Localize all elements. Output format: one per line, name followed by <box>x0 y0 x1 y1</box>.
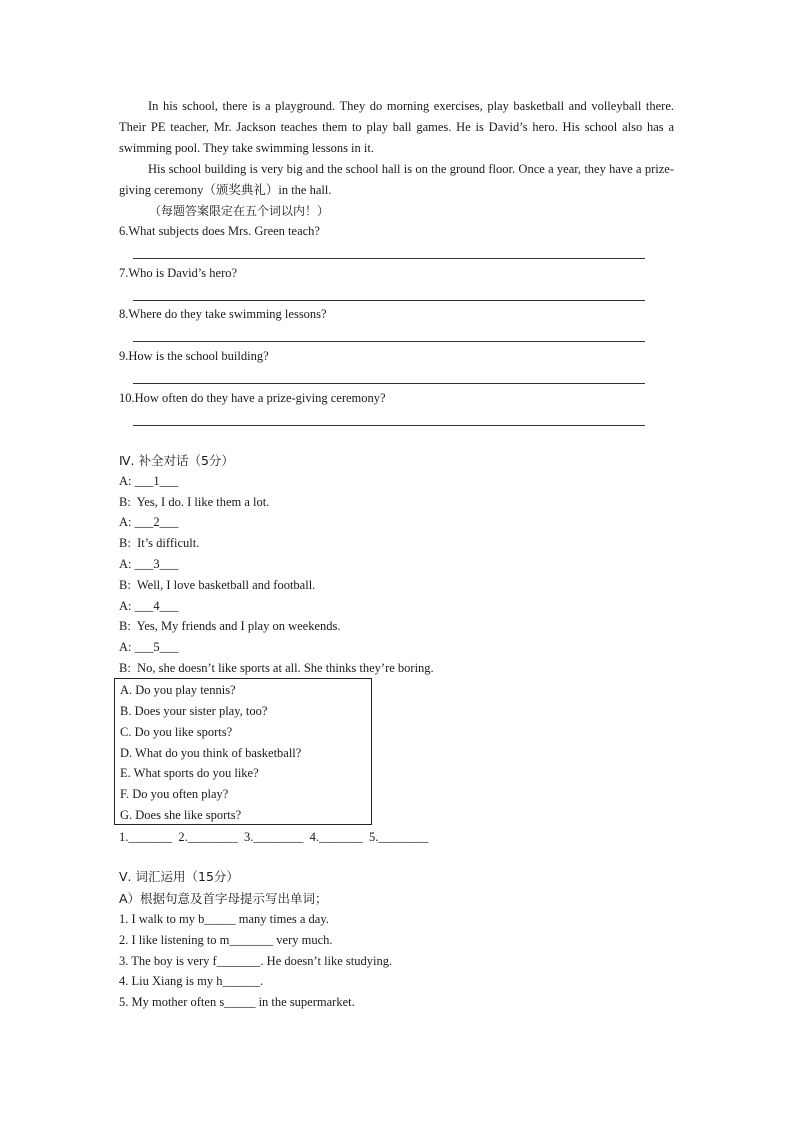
dialogue-blank-5[interactable]: ___5___ <box>134 640 179 654</box>
answer-blanks[interactable]: 1._______ 2.________ 3.________ 4._______ 5.________ <box>119 830 429 844</box>
speaker-label: A: <box>119 640 132 654</box>
dialogue-line <box>119 495 269 510</box>
speaker-label: B: <box>119 661 131 675</box>
dialogue-line <box>119 661 434 676</box>
vocab-item-5[interactable]: 5. My mother often s_____ in the supermarket. <box>119 995 355 1009</box>
question-7: 7.Who is David’s hero? <box>119 266 238 280</box>
dialogue-text: Yes, I do. I like them a lot. <box>136 495 270 509</box>
speaker-label: A: <box>119 599 132 613</box>
answer-line-10[interactable] <box>133 425 645 426</box>
vocab-item-3[interactable]: 3. The boy is very f_______. He doesn’t like studying. <box>119 954 393 968</box>
dialogue-text: Yes, My friends and I play on weekends. <box>136 619 341 633</box>
dialogue-blank-3[interactable]: ___3___ <box>134 557 179 571</box>
dialogue-line <box>119 619 341 634</box>
dialogue-line <box>119 515 178 530</box>
vocab-item-4[interactable]: 4. Liu Xiang is my h______. <box>119 974 264 988</box>
question-6: 6.What subjects does Mrs. Green teach? <box>119 224 320 238</box>
dialogue-text: Well, I love basketball and football. <box>136 578 316 592</box>
option-e: E. What sports do you like? <box>120 766 259 780</box>
passage-line: In his school, there is a playground. They do morning exercises, play basketball and <box>148 99 587 113</box>
option-f: F. Do you often play? <box>120 787 229 801</box>
speaker-label: A: <box>119 474 132 488</box>
speaker-label: B: <box>119 578 131 592</box>
dialogue-blank-1[interactable]: ___1___ <box>134 474 179 488</box>
section-4-title: Ⅳ. 补全对话（5分） <box>119 453 234 468</box>
passage-line: His school building is very big and the school hall is on the ground floor. Once a year, they <box>148 162 606 176</box>
dialogue-blank-2[interactable]: ___2___ <box>134 515 179 529</box>
question-10: 10.How often do they have a prize-giving ceremony? <box>119 391 386 405</box>
vocab-item-2[interactable]: 2. I like listening to m_______ very much. <box>119 933 333 947</box>
dialogue-text: It’s difficult. <box>137 536 200 550</box>
speaker-label: B: <box>119 536 131 550</box>
dialogue-blank-4[interactable]: ___4___ <box>134 599 179 613</box>
dialogue-text: No, she doesn’t like sports at all. She thinks they’re boring. <box>137 661 434 675</box>
dialogue-line <box>119 578 315 593</box>
section-5-subtitle: A）根据句意及首字母提示写出单词； <box>119 891 328 906</box>
answer-limit-note: （每题答案限定在五个词以内！） <box>149 204 330 218</box>
speaker-label: A: <box>119 557 132 571</box>
question-9: 9.How is the school building? <box>119 349 269 363</box>
option-a: A. Do you play tennis? <box>120 683 236 697</box>
dialogue-line <box>119 640 178 655</box>
answer-line-7[interactable] <box>133 300 645 301</box>
option-g: G. Does she like sports? <box>120 808 242 822</box>
option-c: C. Do you like sports? <box>120 725 233 739</box>
dialogue-line <box>119 536 199 551</box>
answer-line-6[interactable] <box>133 258 645 259</box>
section-5-title: Ⅴ. 词汇运用（15分） <box>119 869 239 884</box>
passage-paragraph-2 <box>119 159 674 201</box>
passage-paragraph-1 <box>119 96 674 159</box>
dialogue-line <box>119 557 178 572</box>
dialogue-line <box>119 474 178 489</box>
passage-line: have a prize-giving ceremony（颁奖典礼）in the hall. <box>119 162 675 197</box>
answer-line-9[interactable] <box>133 383 645 384</box>
option-d: D. What do you think of basketball? <box>120 746 302 760</box>
passage-line: hero. His school also has a swimming pool. They take swimming lessons in it. <box>119 120 675 155</box>
passage-line: volleyball there. Their PE teacher, Mr. Jackson teaches them to play ball games. He is David’s <box>119 99 675 134</box>
vocab-item-1[interactable]: 1. I walk to my b_____ many times a day. <box>119 912 329 926</box>
speaker-label: B: <box>119 619 131 633</box>
speaker-label: B: <box>119 495 131 509</box>
question-8: 8.Where do they take swimming lessons? <box>119 307 327 321</box>
speaker-label: A: <box>119 515 132 529</box>
options-box <box>114 678 372 825</box>
answer-line-8[interactable] <box>133 341 645 342</box>
dialogue-line <box>119 599 178 614</box>
option-b: B. Does your sister play, too? <box>120 704 268 718</box>
